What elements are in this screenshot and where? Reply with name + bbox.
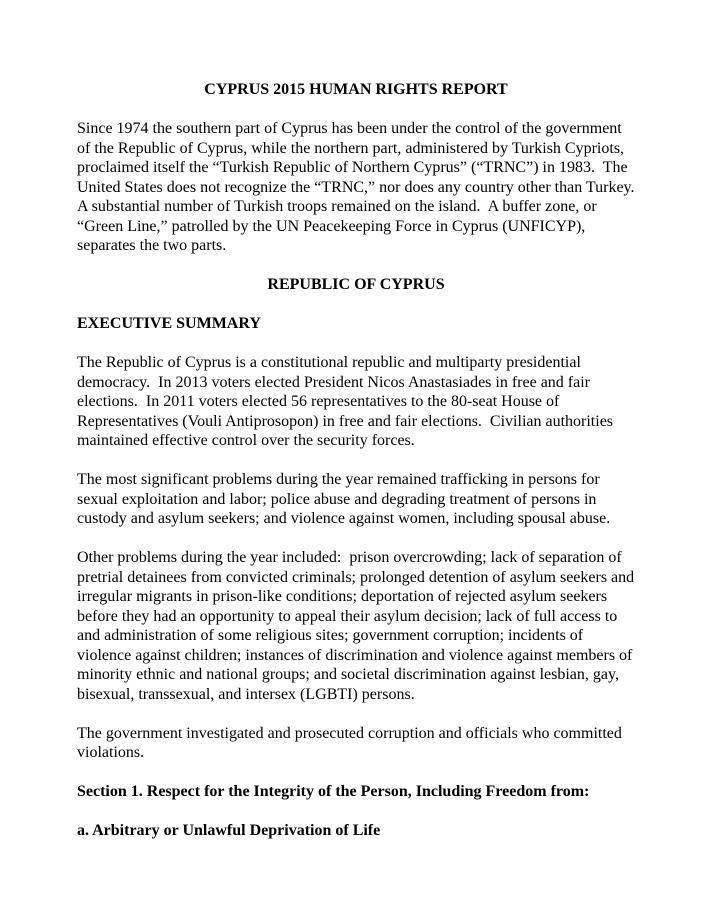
other-problems-paragraph: Other problems during the year included: prison overcrowding; lack of separation of pretrial detainees from convicted criminals; prolonged detention of asylum seekers and irregular migrants in prison-like conditions; deportation of rejected asylum seekers before they had an opportunity to appeal their asylum decision; lack of full access to and administration of some religious sites; government corruption; incidents of violence against children; instances of discrimination and violence against members of minority ethnic and national groups; and societal discrimination against lesbian, gay, bisexual, transsexual, and intersex (LGBTI) persons. [77,549,639,703]
document-title: CYPRUS 2015 HUMAN RIGHTS REPORT [204,81,508,98]
section-1-heading: Section 1. Respect for the Integrity of the Person, Including Freedom from: [77,783,590,800]
section-1a-heading: a. Arbitrary or Unlawful Deprivation of Life [77,822,381,839]
summary-paragraph: The Republic of Cyprus is a constitutional republic and multiparty presidential democracy. In 2013 voters elected President Nicos Anastasiades in free and fair elections. In 2011 voters elected 56 representatives to the 80-seat House of Representatives (Vouli Antiprosopon) in free and fair elections. Civilian authorities maintained effective control over the security forces. [77,354,618,449]
intro-paragraph: Since 1974 the southern part of Cyprus has been under the control of the government of the Republic of Cyprus, while the northern part, administered by Turkish Cypriots, proclaimed itself the “Turkish Republic of Northern Cyprus” (“TRNC”) in 1983. The United States does not recognize the “TRNC,” nor does any country other than Turkey. A substantial number of Turkish troops remained on the island. A buffer zone, or “Green Line,” patrolled by the UN Peacekeeping Force in Cyprus (UNFICYP), separates the two parts. [77,120,642,254]
executive-summary-heading: EXECUTIVE SUMMARY [77,315,261,332]
significant-problems-paragraph: The most significant problems during the year remained trafficking in persons for sexual exploitation and labor; police abuse and degrading treatment of persons in custody and asylum seekers; and violence against women, including spousal abuse. [77,471,611,527]
country-heading: REPUBLIC OF CYPRUS [267,276,445,293]
investigations-paragraph: The government investigated and prosecuted corruption and officials who committed violations. [77,724,626,761]
